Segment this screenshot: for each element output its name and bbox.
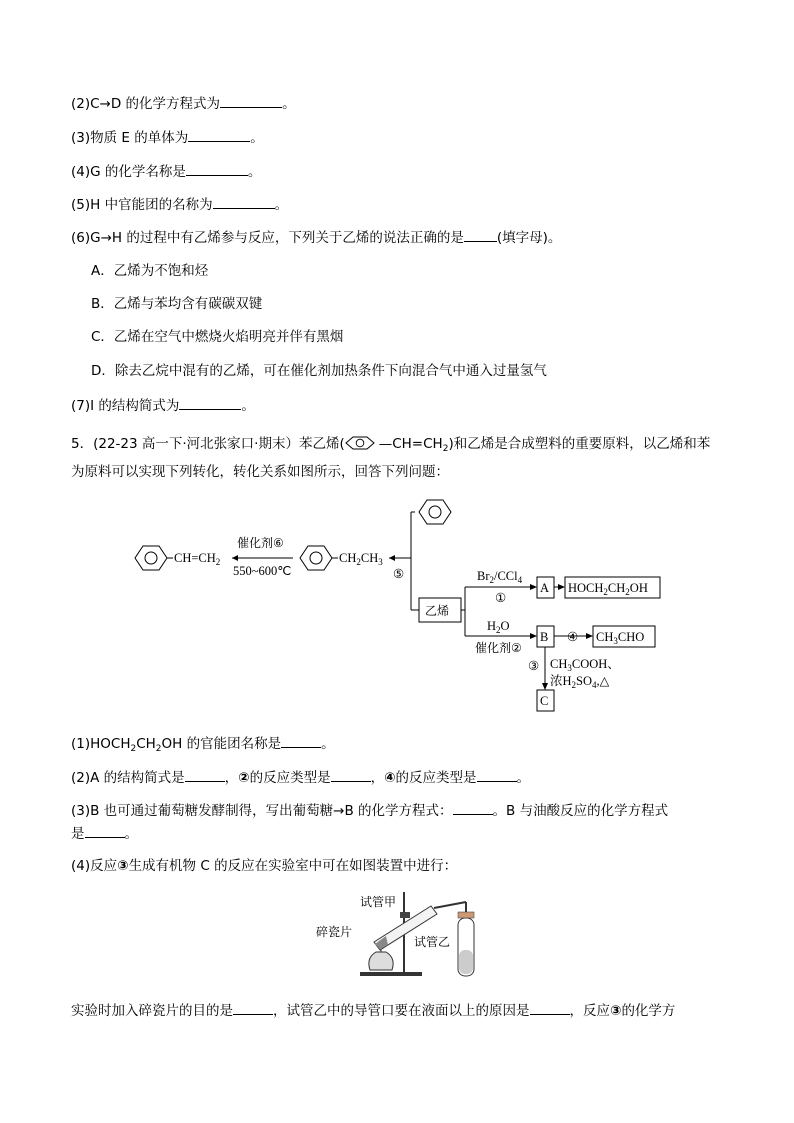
step-5-label: ⑤	[393, 567, 405, 581]
ethylbenzene-formula: CH	[339, 551, 357, 565]
question-7: (7)I 的结构简式为 。	[71, 398, 255, 414]
answer-blank[interactable]	[530, 1001, 570, 1015]
question-5: (5)H 中官能团的名称为 。	[71, 197, 289, 213]
svg-text:CH3CHO: $CH_3CHO$	[596, 630, 645, 646]
answer-blank[interactable]	[185, 768, 225, 782]
answer-blank[interactable]	[281, 734, 321, 748]
option-a[interactable]: A．乙烯为不饱和烃	[91, 263, 209, 279]
question-2: (2)C→D 的化学方程式为 。	[71, 96, 296, 112]
answer-blank[interactable]	[464, 228, 497, 242]
acetaldehyde-formula: CH	[596, 630, 614, 644]
answer-blank[interactable]	[186, 162, 248, 176]
reaction-scheme	[125, 492, 685, 717]
answer-blank[interactable]	[331, 768, 371, 782]
subquestion-1: $(1)HOCH_2CH_2OH$ 的官能团名称是 。	[71, 736, 335, 754]
svg-text:③: ③	[528, 659, 540, 673]
tube-b-label: 试管乙	[414, 935, 451, 949]
option-c[interactable]: C．乙烯在空气中燃烧火焰明亮并伴有黑烟	[91, 329, 344, 345]
ethylene-box: 乙烯	[425, 604, 450, 618]
option-d[interactable]: D．除去乙烷中混有的乙烯，可在催化剂加热条件下向混合气中通入过量氢气	[91, 363, 547, 379]
ethylene-glycol-formula: HOCH	[568, 581, 604, 595]
problem-5-line-1: 5．(22-23 高一下·河北张家口·期末）苯乙烯( $—CH=CH_2$)和乙烯是合成塑料的重要原料，以乙烯和苯	[71, 436, 711, 454]
lab-apparatus-figure	[316, 888, 486, 983]
svg-text:Br2/CCl4: $Br_2/CCl_4$	[477, 569, 523, 585]
question-3: (3)物质 E 的单体为 。	[71, 130, 264, 146]
benzene-ring-icon	[135, 546, 167, 570]
benzene-ring-icon	[419, 500, 451, 524]
svg-text:A: A	[540, 581, 550, 595]
svg-text:B: B	[540, 630, 549, 644]
temperature-label: 550~600℃	[233, 564, 292, 578]
styrene-formula: CH=CH	[174, 551, 216, 565]
answer-blank[interactable]	[179, 396, 241, 410]
svg-text:催化剂②: 催化剂②	[475, 641, 522, 655]
problem-5-line-2: 为原料可以实现下列转化，转化关系如图所示，回答下列问题：	[71, 464, 449, 480]
subquestion-4: (4)反应③生成有机物 C 的反应在实验室中可在如图装置中进行：	[71, 858, 458, 874]
svg-text:CH2CH3: $CH_2CH_3$	[339, 551, 383, 567]
subquestion-2: (2)A 的结构简式是 ，②的反应类型是 ，④的反应类型是 。	[71, 770, 531, 786]
svg-text:浓H2SO4,△: 浓$H_2SO_4,\triangle$	[550, 674, 610, 690]
porcelain-chips-label: 碎瓷片	[316, 925, 353, 939]
answer-blank[interactable]	[233, 1001, 273, 1015]
question-4: (4)G 的化学名称是 。	[71, 164, 262, 180]
subquestion-3: (3)B 也可通过葡萄糖发酵制得，写出葡萄糖→B 的化学方程式： 。B 与油酸反应的化学方程式	[71, 803, 669, 819]
answer-blank[interactable]	[220, 94, 282, 108]
option-b[interactable]: B．乙烯与苯均含有碳碳双键	[91, 296, 263, 312]
svg-text:C: C	[540, 694, 549, 708]
benzene-ring-icon	[300, 546, 332, 570]
tube-a-label: 试管甲	[360, 895, 397, 909]
question-6: (6)G→H 的过程中有乙烯参与反应，下列关于乙烯的说法正确的是 (填字母)。	[71, 230, 562, 246]
svg-text:④: ④	[567, 630, 579, 644]
benzene-ring-icon	[345, 435, 379, 451]
svg-text:H2O: $H_2O$	[487, 619, 510, 635]
answer-blank[interactable]	[453, 801, 493, 815]
subquestion-3-cont: 是 。	[71, 826, 138, 842]
answer-blank[interactable]	[85, 824, 125, 838]
svg-text:①: ①	[495, 591, 507, 605]
svg-text:HOCH2CH2OH: $HOCH_2CH_2OH$	[568, 581, 648, 597]
answer-blank[interactable]	[477, 768, 517, 782]
answer-blank[interactable]	[188, 128, 250, 142]
catalyst-6-label: 催化剂⑥	[237, 536, 284, 550]
svg-text:CH=CH2: $CH=CH_2$	[174, 551, 221, 567]
svg-text:CH3COOH、: $CH_3COOH$、	[550, 657, 620, 673]
answer-blank[interactable]	[213, 195, 275, 209]
last-question: 实验时加入碎瓷片的目的是 ，试管乙中的导管口要在液面以上的原因是 ，反应③的化学方	[71, 1003, 676, 1019]
